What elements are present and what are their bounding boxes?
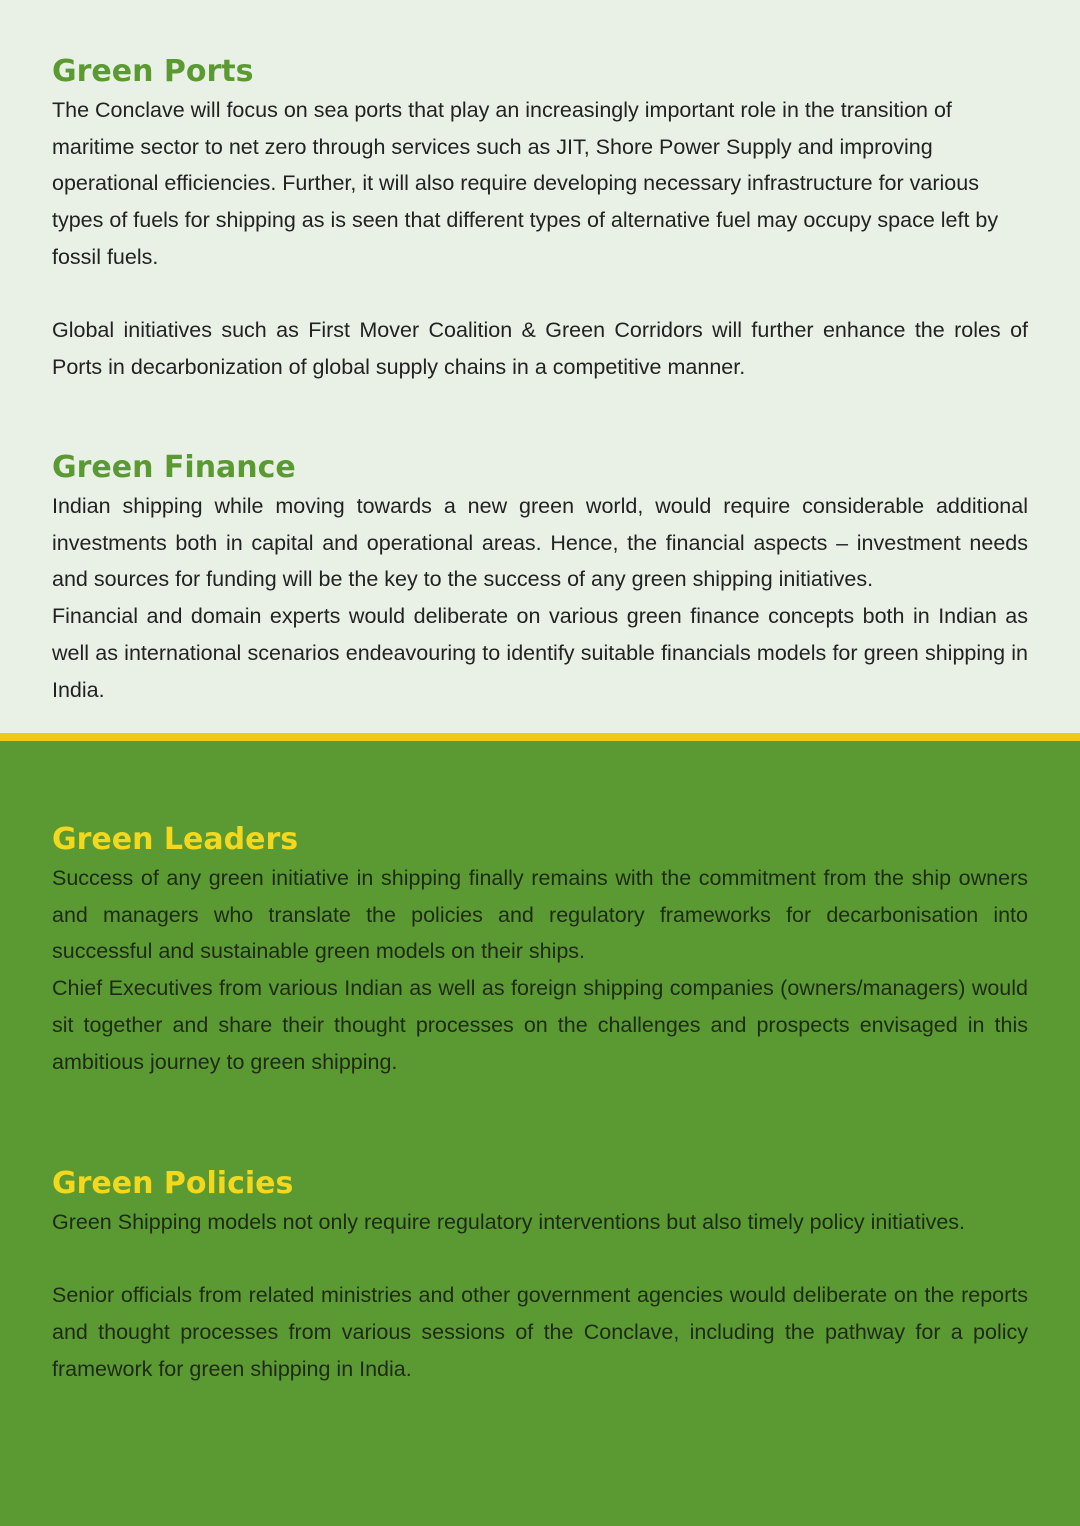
green-finance-heading: Green Finance [52, 450, 296, 485]
green-leaders-heading: Green Leaders [52, 822, 299, 857]
green-leaders-paragraph-2: Chief Executives from various Indian as well as foreign shipping companies (owners/managers) would sit together and share their thought processes on the challenges and prospects envisaged in this ambitious journey to green shipping. [52, 976, 1028, 1074]
green-ports-paragraph-2: Global initiatives such as First Mover Coalition & Green Corridors will further enhance the roles of Ports in decarbonization of global supply chains in a competitive manner. [52, 318, 1028, 379]
green-finance-paragraph-2: Financial and domain experts would deliberate on various green finance concepts both in Indian as well as international scenarios endeavouring to identify suitable financials models for green shipping in India. [52, 604, 1028, 702]
green-ports-paragraph-1: The Conclave will focus on sea ports that play an increasingly important role in the transition of maritime sector to net zero through services such as JIT, Shore Power Supply and improving operational efficiencies. Further, it will also require developing necessary infrastructure for various types of fuels for shipping as is seen that different types of alternative fuel may occupy space left by fossil fuels. [52, 98, 999, 269]
green-policies-heading: Green Policies [52, 1166, 294, 1201]
green-policies-paragraph-2: Senior officials from related ministries and other government agencies would deliberate on the reports and thought processes from various sessions of the Conclave, including the pathway for a policy framework for green shipping in India. [52, 1283, 1028, 1381]
green-finance-paragraph-1: Indian shipping while moving towards a new green world, would require considerable additional investments both in capital and operational areas. Hence, the financial aspects – investment needs and sources for funding will be the key to the success of any green shipping initiatives. [52, 494, 1028, 592]
green-policies-paragraph-1: Green Shipping models not only require regulatory interventions but also timely policy initiatives. [52, 1210, 966, 1234]
yellow-divider [0, 733, 1080, 741]
green-policies-section [52, 1164, 1028, 1388]
green-finance-section [52, 448, 1028, 708]
green-leaders-section [52, 820, 1028, 1080]
green-ports-heading: Green Ports [52, 54, 254, 89]
green-ports-section [52, 52, 1028, 386]
bottom-panel [0, 741, 1080, 1526]
green-leaders-paragraph-1: Success of any green initiative in shipping finally remains with the commitment from the ship owners and managers who translate the policies and regulatory frameworks for decarbonisation into successful and sustainable green models on their ships. [52, 866, 1028, 964]
top-panel [0, 0, 1080, 733]
